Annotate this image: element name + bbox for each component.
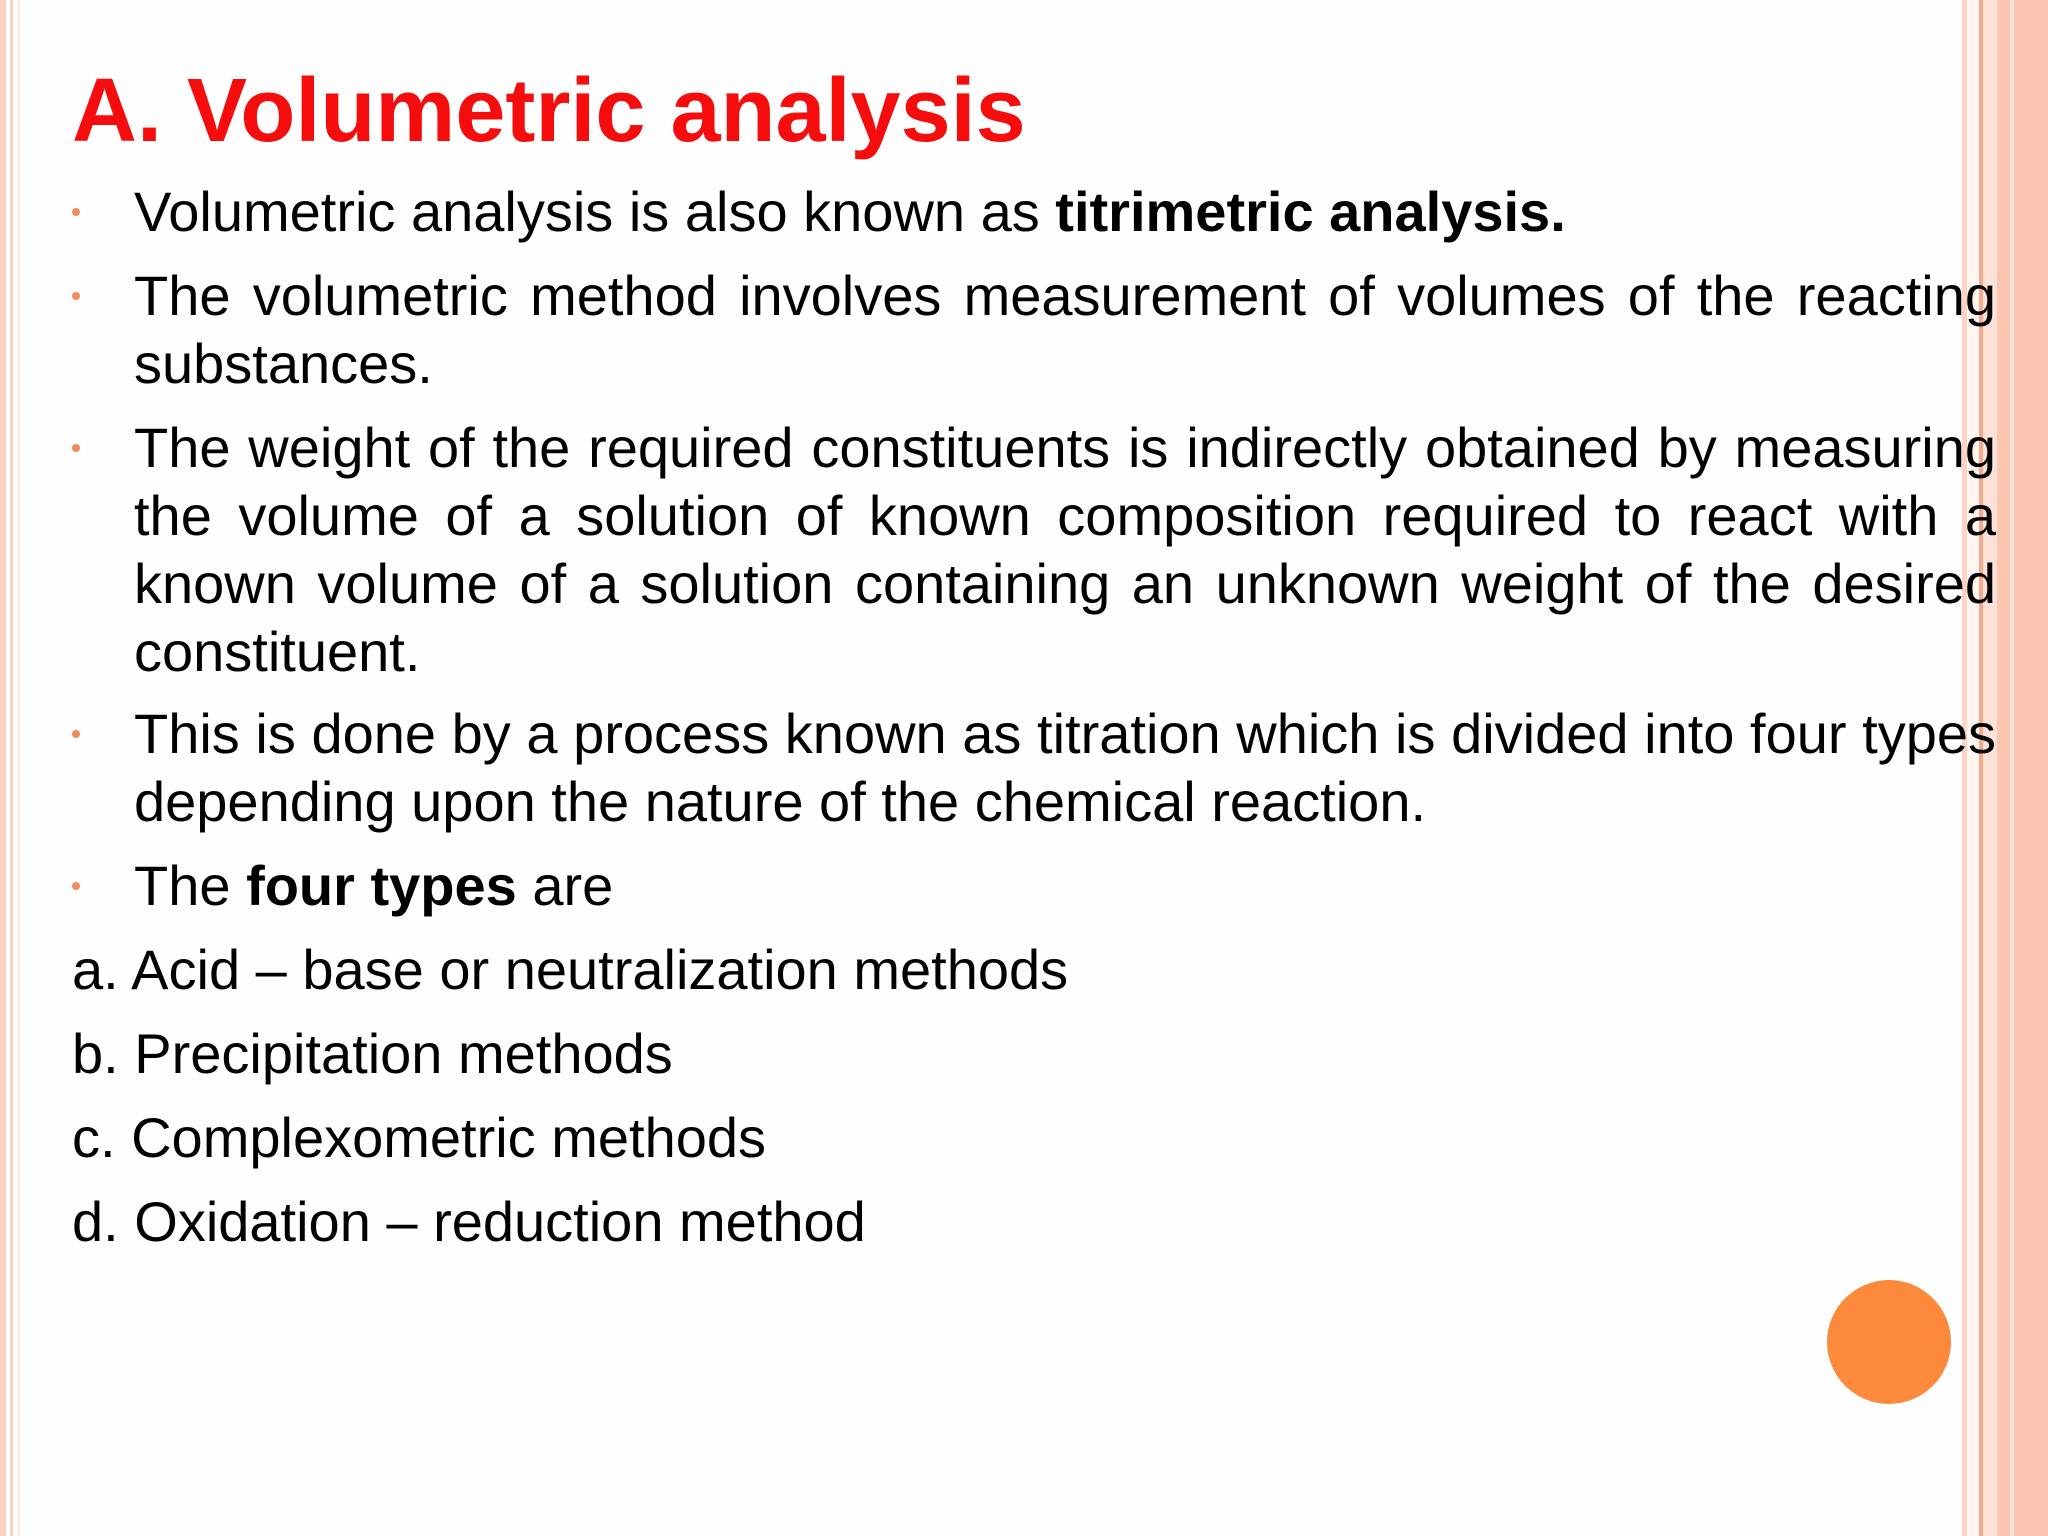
bullet-text-run: are	[516, 854, 614, 917]
bullet-text	[134, 852, 1996, 920]
bullet-dot-icon	[72, 208, 80, 216]
bullet-text-run: The	[134, 854, 247, 917]
bullet-text: This is done by a process known as titration which is divided into four types depending upon the nature of the chemical reaction.	[134, 702, 1996, 833]
right-border-stripe	[1997, 0, 2048, 1536]
bullet-text: The volumetric method involves measurement of volumes of the reacting substances.	[134, 264, 1996, 395]
bullet-text-run: Volumetric analysis is also known as	[134, 180, 1056, 243]
bullet-dot-icon	[72, 292, 80, 300]
slide-title: A. Volumetric analysis	[72, 61, 1026, 161]
bullet-dot-icon	[72, 444, 80, 452]
bullet-text: The weight of the required constituents is indirectly obtained by measuring the volume of a solution of known composition required to react with a known volume of a solution containing an unknown weight of the desired constituent.	[134, 416, 1996, 683]
bullet-text	[134, 178, 1996, 246]
bullet-dot-icon	[72, 730, 80, 738]
bullet-text-bold: four types	[246, 854, 517, 917]
type-item-c: c. Complexometric methods	[72, 1106, 767, 1169]
bullet-dot-icon	[72, 882, 80, 890]
type-item-a: a. Acid – base or neutralization methods	[72, 938, 1069, 1001]
type-item-d: d. Oxidation – reduction method	[72, 1190, 866, 1253]
bullet-text-bold: titrimetric analysis.	[1055, 180, 1566, 243]
left-border-stripe	[18, 0, 20, 1536]
left-border-stripe	[10, 0, 13, 1536]
decorative-circle	[1827, 1280, 1951, 1404]
right-border-stripe	[2010, 0, 2014, 1536]
left-border-stripe	[0, 0, 6, 1536]
type-item-b: b. Precipitation methods	[72, 1022, 673, 1085]
